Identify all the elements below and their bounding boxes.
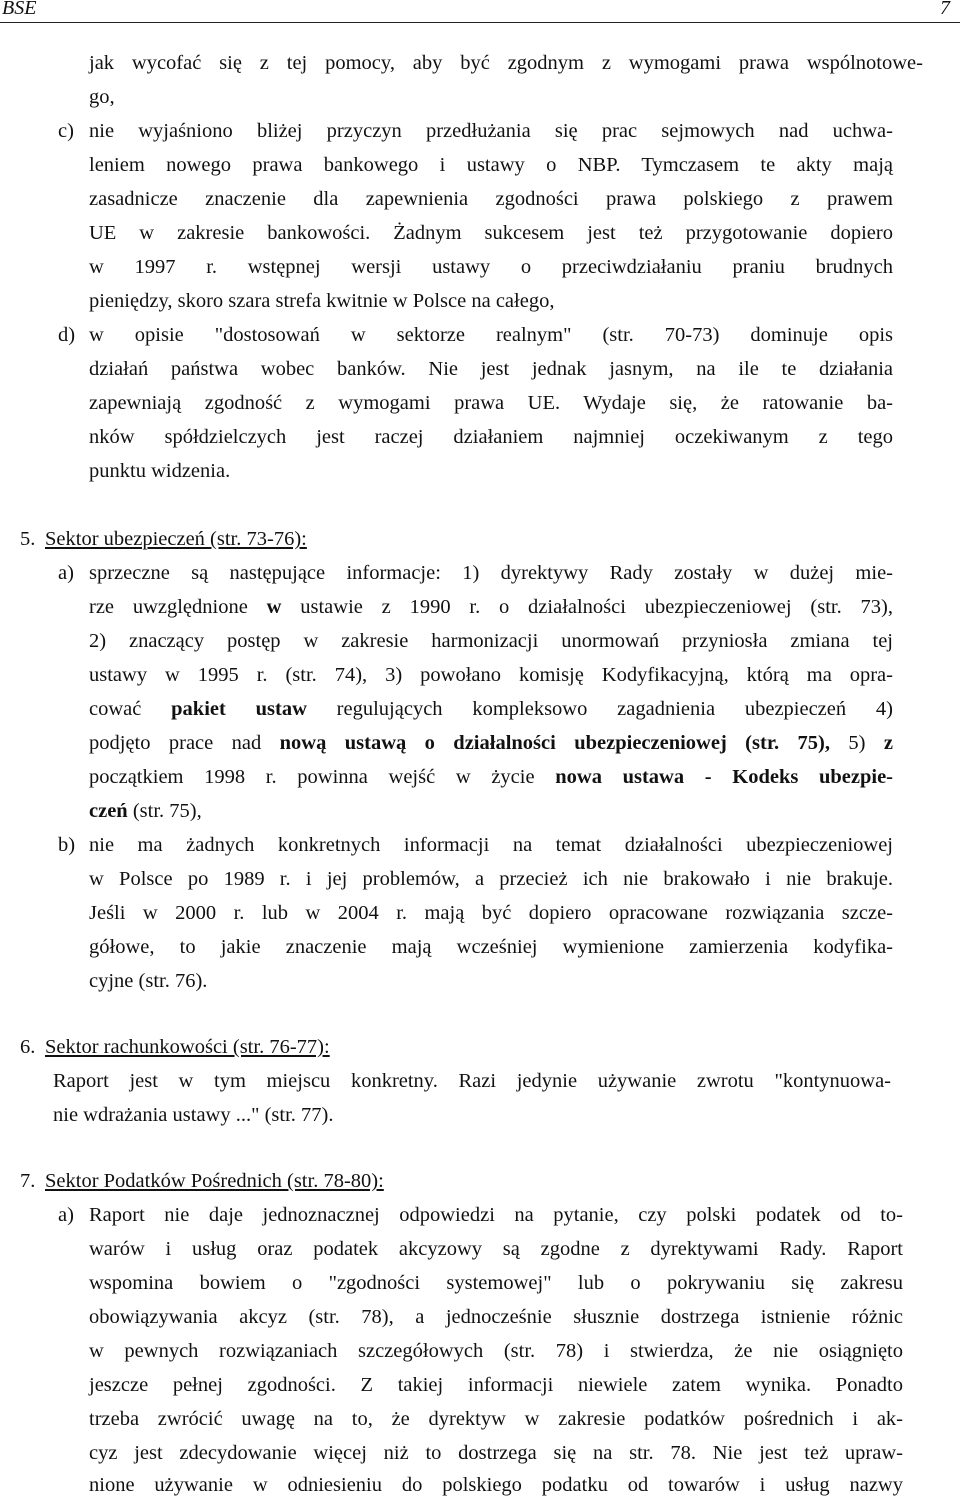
text-line [89,726,893,760]
text-line: nione używanie w odniesieniu do polskiego podatku od towarów i usług nazwy [89,1474,903,1496]
text-line: punktu widzenia. [89,460,231,482]
text-line: nków spółdzielczych jest raczej działaniem najmniej oczekiwanym z tego [89,426,893,448]
text-line: nie wyjaśniono bliżej przyczyn przedłużania się prac sejmowych nad uchwa- [89,120,893,142]
list-label: b) [58,834,76,856]
text-line: Raport jest w tym miejscu konkretny. Razi jedynie używanie zwrotu "kontynuowa- [53,1070,891,1092]
section-heading: Sektor Podatków Pośrednich (str. 78-80): [45,1170,384,1192]
text-line: w 1997 r. wstępnej wersji ustawy o przeciwdziałaniu praniu brudnych [89,256,893,278]
text-run: cować [89,698,172,720]
bold-text: nowa ustawa - Kodeks ubezpie- [555,766,894,788]
text-run: ustawie z 1990 r. o działalności ubezpieczeniowej (str. 73), [281,596,893,618]
list-label: c) [58,120,74,142]
text-line: warów i usług oraz podatek akcyzowy są zgodne z dyrektywami Rady. Raport [89,1238,903,1260]
section-number: 5. [20,528,36,550]
text-line: cyjne (str. 76). [89,970,208,992]
page-number: 7 [940,0,950,19]
text-line [89,760,893,794]
list-label: d) [58,324,76,346]
text-line: zasadnicze znaczenie dla zapewnienia zgodności prawa polskiego z prawem [89,188,893,210]
text-run: 5) [830,732,884,754]
text-line: sprzeczne są następujące informacje: 1) dyrektywy Rady zostały w dużej mie- [89,562,893,584]
section-heading: Sektor ubezpieczeń (str. 73-76): [45,528,307,550]
section-number: 7. [20,1170,36,1192]
header-title: BSE [2,0,37,19]
bold-text: czeń [89,800,128,822]
text-line: Raport nie daje jednoznacznej odpowiedzi na pytanie, czy polski podatek od to- [89,1204,903,1226]
text-line: jeszcze pełnej zgodności. Z takiej informacji niewiele zatem wynika. Ponadto [89,1374,903,1396]
section-number: 6. [20,1036,36,1058]
section-heading: Sektor rachunkowości (str. 76-77): [45,1036,330,1058]
text-line: nie ma żadnych konkretnych informacji na temat działalności ubezpieczeniowej [89,834,893,856]
text-line [89,590,893,624]
text-line: w pewnych rozwiązaniach szczegółowych (str. 78) i stwierdza, że nie osiągnięto [89,1340,903,1362]
text-line: go, [89,86,115,108]
text-line: cyz jest zdecydowanie więcej niż to dostrzega się na str. 78. Nie jest też upraw- [89,1442,903,1464]
text-line: nie wdrażania ustawy ..." (str. 77). [53,1104,334,1126]
text-line: 2) znaczący postęp w zakresie harmonizacji unormowań przyniosła zmiana tej [89,630,893,652]
bold-text: z [883,732,893,754]
text-line: Jeśli w 2000 r. lub w 2004 r. mają być dopiero opracowane rozwiązania szcze- [89,902,893,924]
text-line [89,794,202,828]
text-line: ustawy w 1995 r. (str. 74), 3) powołano komisję Kodyfikacyjną, którą ma opra- [89,664,893,686]
list-label: a) [58,562,74,584]
text-line: pieniędzy, skoro szara strefa kwitnie w Polsce na całego, [89,290,555,312]
text-line: w Polsce po 1989 r. i jej problemów, a przecież ich nie brakowało i nie brakuje. [89,868,893,890]
text-run: (str. 75), [127,800,202,822]
page-header [0,0,960,23]
text-run: regulujących kompleksowo zagadnienia ubezpieczeń 4) [306,698,894,720]
bold-text: pakiet ustaw [171,698,307,720]
text-line: obowiązywania akcyz (str. 78), a jednocześnie słusznie dostrzega istnienie różnic [89,1306,903,1328]
text-line: wspomina bowiem o "zgodności systemowej" lub o pokrywaniu się zakresu [89,1272,903,1294]
bold-text: nową ustawą o działalności ubezpieczeniowej (str. 75), [279,732,831,754]
list-label: a) [58,1204,74,1226]
text-line: jak wycofać się z tej pomocy, aby być zgodnym z wymogami prawa wspólnotowe- [89,52,923,74]
text-run: początkiem 1998 r. powinna wejść w życie [89,766,556,788]
text-line: gółowe, to jakie znaczenie mają wcześniej wymienione zamierzenia kodyfika- [89,936,893,958]
text-line: UE w zakresie bankowości. Żadnym sukcesem jest też przygotowanie dopiero [89,222,893,244]
text-line: w opisie "dostosowań w sektorze realnym" (str. 70-73) dominuje opis [89,324,893,346]
text-line: działań państwa wobec banków. Nie jest jednak jasnym, na ile te działania [89,358,893,380]
text-line: zapewniają zgodność z wymogami prawa UE. Wydaje się, że ratowanie ba- [89,392,893,414]
text-line: trzeba zwrócić uwagę na to, że dyrektyw w zakresie podatków pośrednich i ak- [89,1408,903,1430]
bold-text: w [266,596,282,618]
text-line: leniem nowego prawa bankowego i ustawy o NBP. Tymczasem te akty mają [89,154,893,176]
text-run: podjęto prace nad [89,732,280,754]
text-run: rze uwzględnione [89,596,267,618]
text-line [89,692,893,726]
